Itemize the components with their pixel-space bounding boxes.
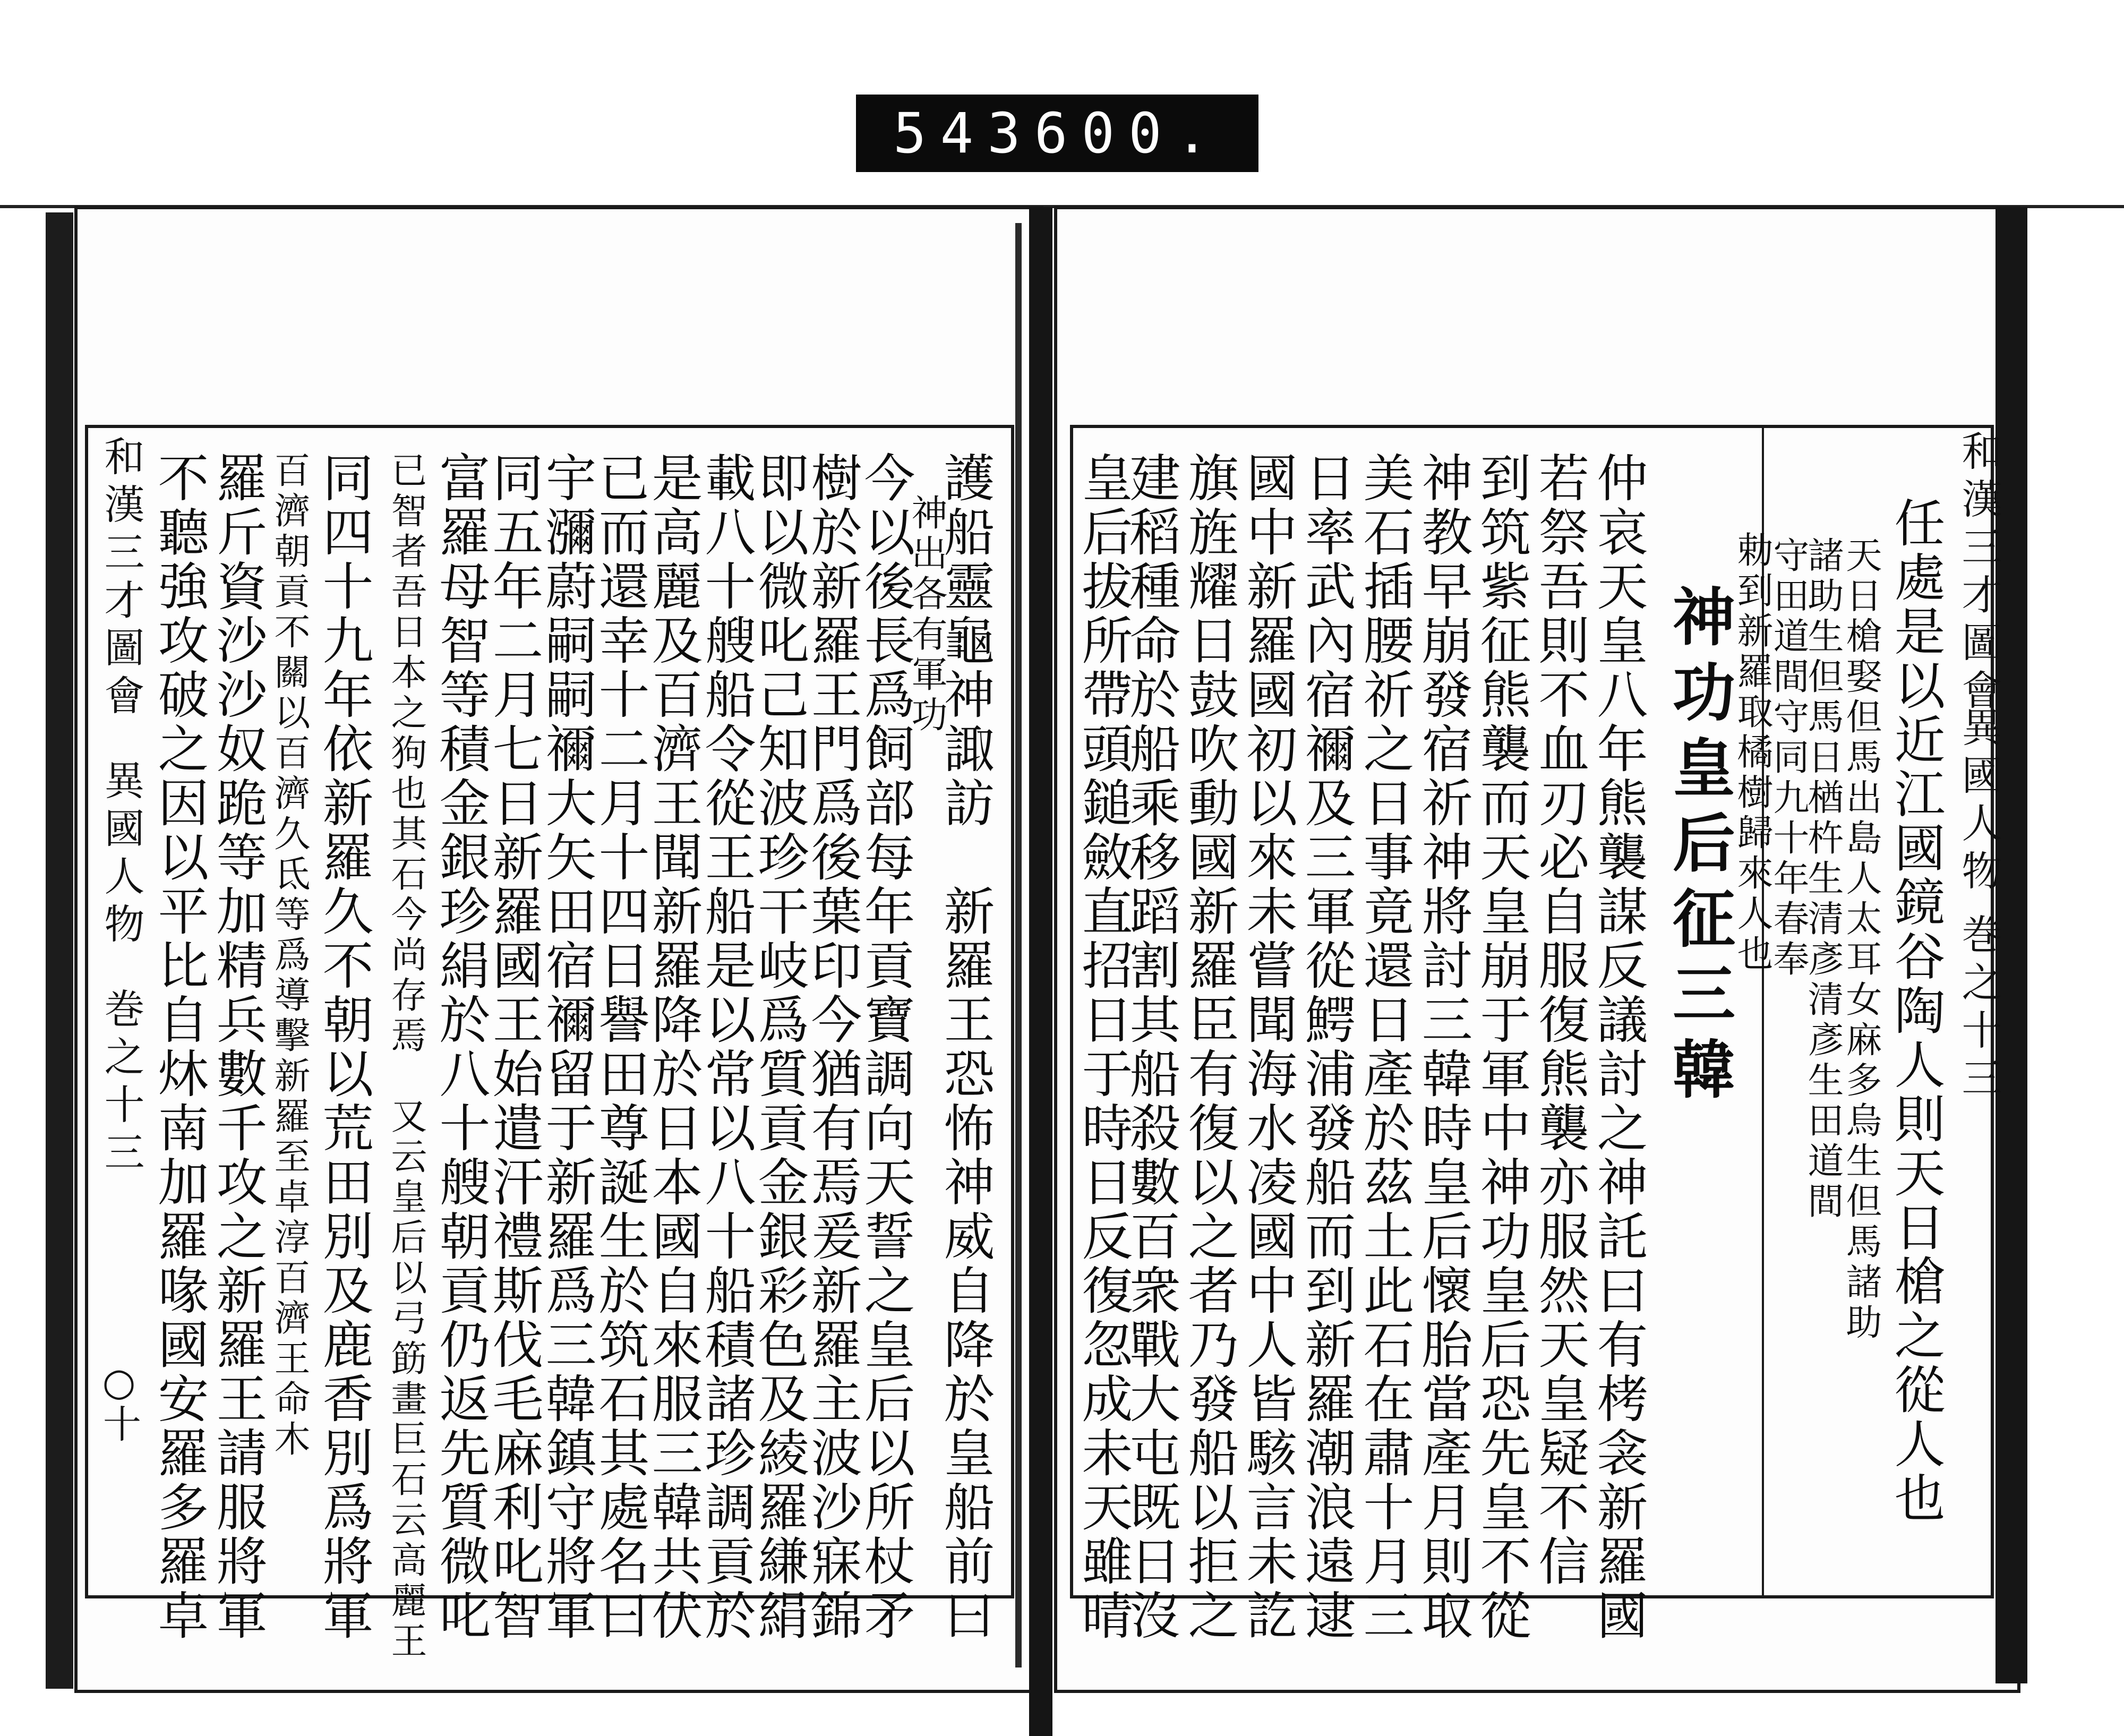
left-text-col-9: 同五年二月七日新羅國王始遣汗禮斯伐毛麻利叱智 — [484, 451, 544, 1643]
left-text-col-10: 富羅母智等積金銀珍絹於八十艘朝貢仍返先質微叱 — [431, 451, 491, 1643]
left-text-col-14: 羅斤資沙沙奴跪等加精兵數千攻之新羅王請服將軍 — [208, 451, 268, 1643]
right-margin-title: 和漢三才圖會 — [1955, 430, 2002, 717]
right-text-col-4: 神教早崩發宿祈神將討三韓時皇后懷胎當產月則取 — [1414, 451, 1473, 1643]
left-text-col-6: 是高麗及百濟王聞新羅降於日本國自來服三韓共伏 — [644, 451, 703, 1643]
gutter-shadow — [1015, 223, 1022, 1667]
right-margin-volume: 巻之十三 — [1955, 913, 2002, 1105]
right-text-col-1: 仲哀天皇八年熊襲謀反議討之神託曰有栲衾新羅國 — [1589, 451, 1648, 1643]
book-left-edge — [46, 212, 73, 1689]
section-title: 神功皇后征三韓 — [1662, 584, 1736, 1112]
left-text-col-8: 宇瀰蔚嗣嗣禰大矢田宿禰留于新羅爲三韓鎮守將軍 — [537, 451, 597, 1643]
right-text-col-2: 若祭吾則不血刃必自服復熊襲亦服然天皇疑不信 — [1530, 451, 1590, 1589]
left-margin-volume: 巻之十三 — [98, 988, 145, 1179]
book-spine — [1029, 207, 1052, 1736]
stamp-right-number: 600. — [1034, 101, 1223, 166]
right-commentary-line-5: 勅到新羅取橘樹歸來人也 — [1731, 531, 1773, 975]
right-text-col-8: 旗旌耀日鼓吹動國新羅臣有復以之者乃發船以拒之 — [1180, 451, 1239, 1643]
left-text-col-11: 已智者吾日本之狗也其石今尚存焉 又云皇后以弓筯畫巨石云高麗王 — [385, 451, 427, 1662]
left-text-col-13: 百濟朝貢不關以百濟久氐等爲導擊新羅至卓淳百濟王命木 — [268, 451, 310, 1460]
left-margin-section: 異國人物 — [98, 759, 145, 951]
right-text-col-9: 建稻種命於船乘移蹈割其船殺數百衆戰大屯既日沒 — [1121, 451, 1181, 1643]
left-text-note-1: 神出各有軍功 — [905, 494, 947, 736]
left-text-col-4: 即以微叱己知波珍干岐爲質貢金銀彩色及綾羅縑絹 — [750, 451, 809, 1643]
right-text-col-5: 美石插腰祈之日事竟還日產於茲土此石在肅十月三 — [1355, 451, 1415, 1643]
right-text-col-6: 日率武內宿禰及三軍從鰐浦發船而到新羅潮浪遠逮 — [1297, 451, 1356, 1643]
left-text-col-15: 不聽強攻破之因以平比自炑南加羅喙國安羅多羅卓 — [150, 451, 209, 1643]
left-folio: ○十 — [97, 1359, 141, 1442]
left-text-col-3: 樹於新羅王門爲後葉印今猶有焉爰新羅主波沙寐錦 — [803, 451, 862, 1643]
left-text-col-1: 護船靈龜神諏訪 新羅王恐怖神威自降於皇船前曰 — [936, 451, 995, 1643]
left-text-col-2: 今以後長爲飼部每年貢寶調向天誓之皇后以所杖矛 — [856, 451, 915, 1643]
right-text-col-3: 到筑紫征熊襲而天皇崩于軍中神功皇后恐先皇不從 — [1472, 451, 1531, 1643]
right-commentary-line-2: 天日槍娶但馬出島人太耳女麻多烏生但馬諸助 — [1840, 536, 1882, 1344]
left-text-col-5: 載八十艘船令從王船是以常以八十船積諸珍調貢於 — [697, 451, 756, 1643]
right-text-col-7: 國中新羅國初以來未嘗聞海水凌國中人皆駭言未訖 — [1238, 451, 1298, 1643]
archive-number-stamp — [856, 95, 1258, 172]
right-commentary-line-1: 任處是以近江國鏡谷陶人則天日槍之從人也 — [1886, 497, 1946, 1526]
right-commentary-line-3: 諸助生但馬日楢杵生清彥清彥生田道間 — [1802, 536, 1844, 1222]
right-commentary-line-4: 守田道間守同九十年春奉 — [1767, 536, 1809, 980]
left-margin-title: 和漢三才圖會 — [98, 435, 145, 722]
left-text-col-7: 已而還幸十二月十四日譽田尊誕生於筑石其處名曰 — [590, 451, 650, 1643]
right-margin-section: 異國人物 — [1955, 706, 2002, 897]
right-text-col-10: 皇后拔所帶頭鎚斂直招日于時日反復忽成未天雖晴 — [1074, 451, 1133, 1643]
left-text-col-12: 同四十九年依新羅久不朝以荒田別及鹿香別爲將軍 — [314, 451, 374, 1643]
stamp-left-number: 543 — [893, 101, 1034, 166]
